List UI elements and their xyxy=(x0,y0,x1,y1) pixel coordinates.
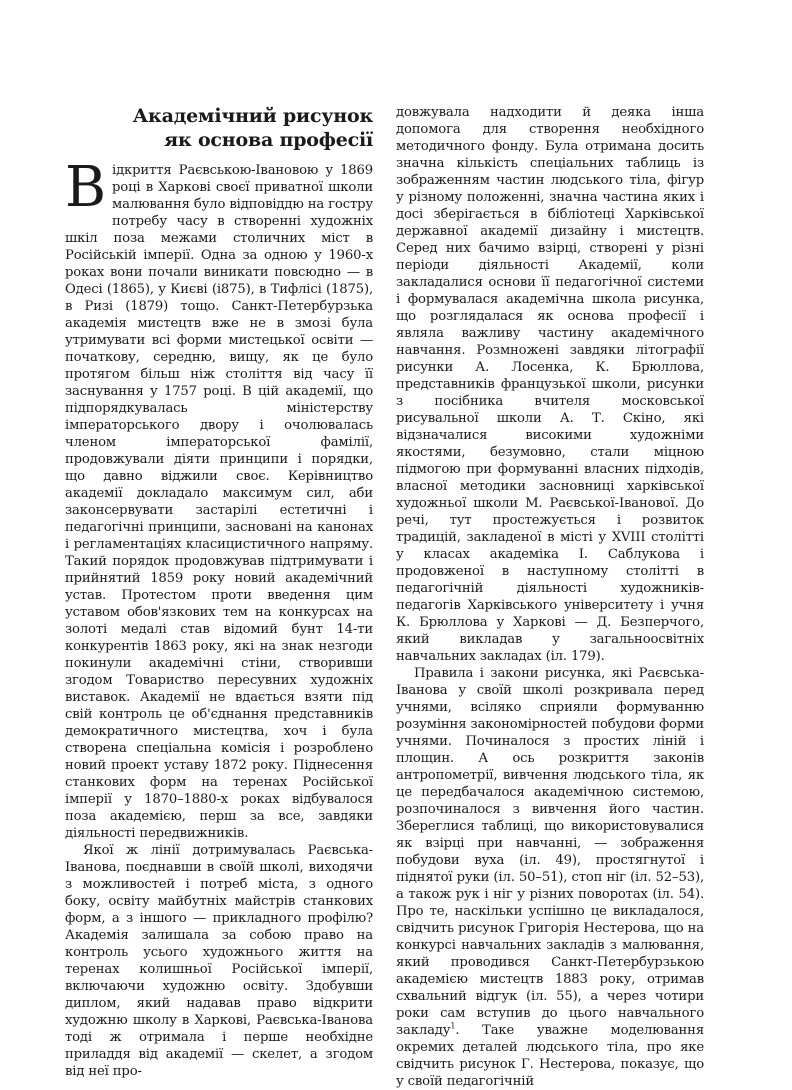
paragraph-rules xyxy=(396,665,704,1090)
left-column xyxy=(65,104,373,1080)
drop-cap: В xyxy=(65,155,107,220)
paragraph-intro xyxy=(65,155,373,842)
paragraph-intro-text: ідкриття Раєвською-Івановою у 1869 році в Харкові своєї приватної школи малювання було відповіддю на гостру потребу часу в створенні художніх шкіл поза межами столичних міст в Російській імперії. Одна за одною у 1960-х роках вони почали виникати повсюдно — в Одесі (1865), у Києві (і875), в Тифлісі (1875), в Ризі (1879) тощо. Санкт-Петербурзька академія мистецтв вже не в змозі була утримувати всі форми мистецької освіти — початкову, середню, вищу, як це було протягом більш ніж століття від часу її заснування у 1757 році. В цій академії, що підпорядкувалась міністерству імператорського двору і очолювалась членом імператорської фамілії, продовжували діяти принципи і порядки, що давно віджили своє. Керівництво академії докладало максимум сил, аби законсервувати застарілі естетичні і педагогічні принципи, засновані на канонах і регламентаціях класицистичного напряму. Такий порядок продовжував підтримувати і прийнятий 1859 року новий академічний устав. Протестом проти введення цим уставом обов'язкових тем на конкурсах на золоті медалі став відомий бунт 14-ти конкурентів 1863 року, які на знак незгоди покинули академічні стіни, створивши згодом Товариство пересувних художніх виставок. Академії не вдається взяти під свій контроль це об'єднання представників демократичного мистецтва, хоч і була створена спеціальна комісія і розроблено новий проект уставу 1872 року. Піднесення станкових форм на теренах Російської імперії у 1870–1880-х роках відбувалося поза академією, перш за все, завдяки діяльності передвижників. xyxy=(65,163,373,841)
paragraph-continued: довжувала надходити й деяка інша допомога для створення необхідного методичного фонду. Була отримана досить значна кількість спеціальних таблиць із зображенням частин людського тіла, фігур у різному положенні, значна частина яких і досі зберігається в бібліотеці Харківської державної академії дизайну і мистецтв. Серед них бачимо взірці, створені у різні періоди діяльності Академії, коли закладалися основи її педагогічної системи і формувалася академічна школа рисунка, що розглядалася як основа професії і являла важливу частину академічного навчання. Розмножені завдяки літографії рисунки А. Лосенка, К. Брюллова, представників французької школи, рисунки з посібника вчителя московської рисувальної школи А. Т. Скіно, які відзначалися високими художніми якостями, безумовно, стали міцною підмогою при формуванні власних підходів, власної методики засновниці харківської художньої школи М. Раєвської-Іванової. До речі, тут простежується і розвиток традицій, закладеної в місті у XVIII столітті у класах академіка І. Саблукова і продовженої в наступному столітті в педагогічній діяльності художників-педагогів Харківського університету і учня К. Брюллова у Харкові — Д. Безперчого, який викладав у загальноосвітніх навчальних закладах (іл. 179). xyxy=(396,105,704,664)
right-column xyxy=(396,104,704,1090)
footnote-reference: 1 xyxy=(450,1021,456,1031)
paragraph-rules-text-b: . Таке уважне моделювання окремих деталей людського тіла, про яке свідчить рисунок Г. Нестерова, показує, що у своїй педагогічній xyxy=(396,1023,704,1089)
title-line-2: як основа професії xyxy=(164,129,373,151)
article-title xyxy=(65,104,373,152)
paragraph-rules-text-a: Правила і закони рисунка, які Раєвська-Іванова у своїй школі розкривала перед учнями, всіляко сприяли формуванню розуміння закономірностей побудови форми учнями. Починалося з простих ліній і площин. А ось розкриття законів антропометрії, вивчення людського тіла, як це передбачалося академічною системою, розпочиналося з вивчення його частин. Збереглися таблиці, що використовувалися як взірці при навчанні, — зображення побудови вуха (іл. 49), простягнутої і піднятої руки (іл. 50–51), стоп ніг (іл. 52–53), а також рук і ніг у різних поворотах (іл. 54). Про те, наскільки успішно це викладалося, свідчить рисунок Григорія Нестерова, що на конкурсі навчальних закладів з малювання, який проводився Санкт-Петербурзькою академією мистецтв 1883 року, отримав схвальний відгук (іл. 55), а через чотири роки сам вступив до цього навчального закладу xyxy=(396,666,704,1038)
paragraph-2: Якої ж лінії дотримувалась Раєвська-Іванова, поєднавши в своїй школі, виходячи з можливостей і потреб міста, з одного боку, освіту майбутніх майстрів станкових форм, а з іншого — прикладного профілю? Академія залишала за собою право на контроль усього художнього життя на теренах колишньої Російської імперії, включаючи художню освіту. Здобувши диплом, який надавав право відкрити художню школу в Харкові, Раєвська-Іванова тоді ж отримала і перше необхідне приладдя від академії — скелет, а згодом від неї про- xyxy=(65,843,373,1079)
title-line-1: Академічний рисунок xyxy=(132,105,373,127)
